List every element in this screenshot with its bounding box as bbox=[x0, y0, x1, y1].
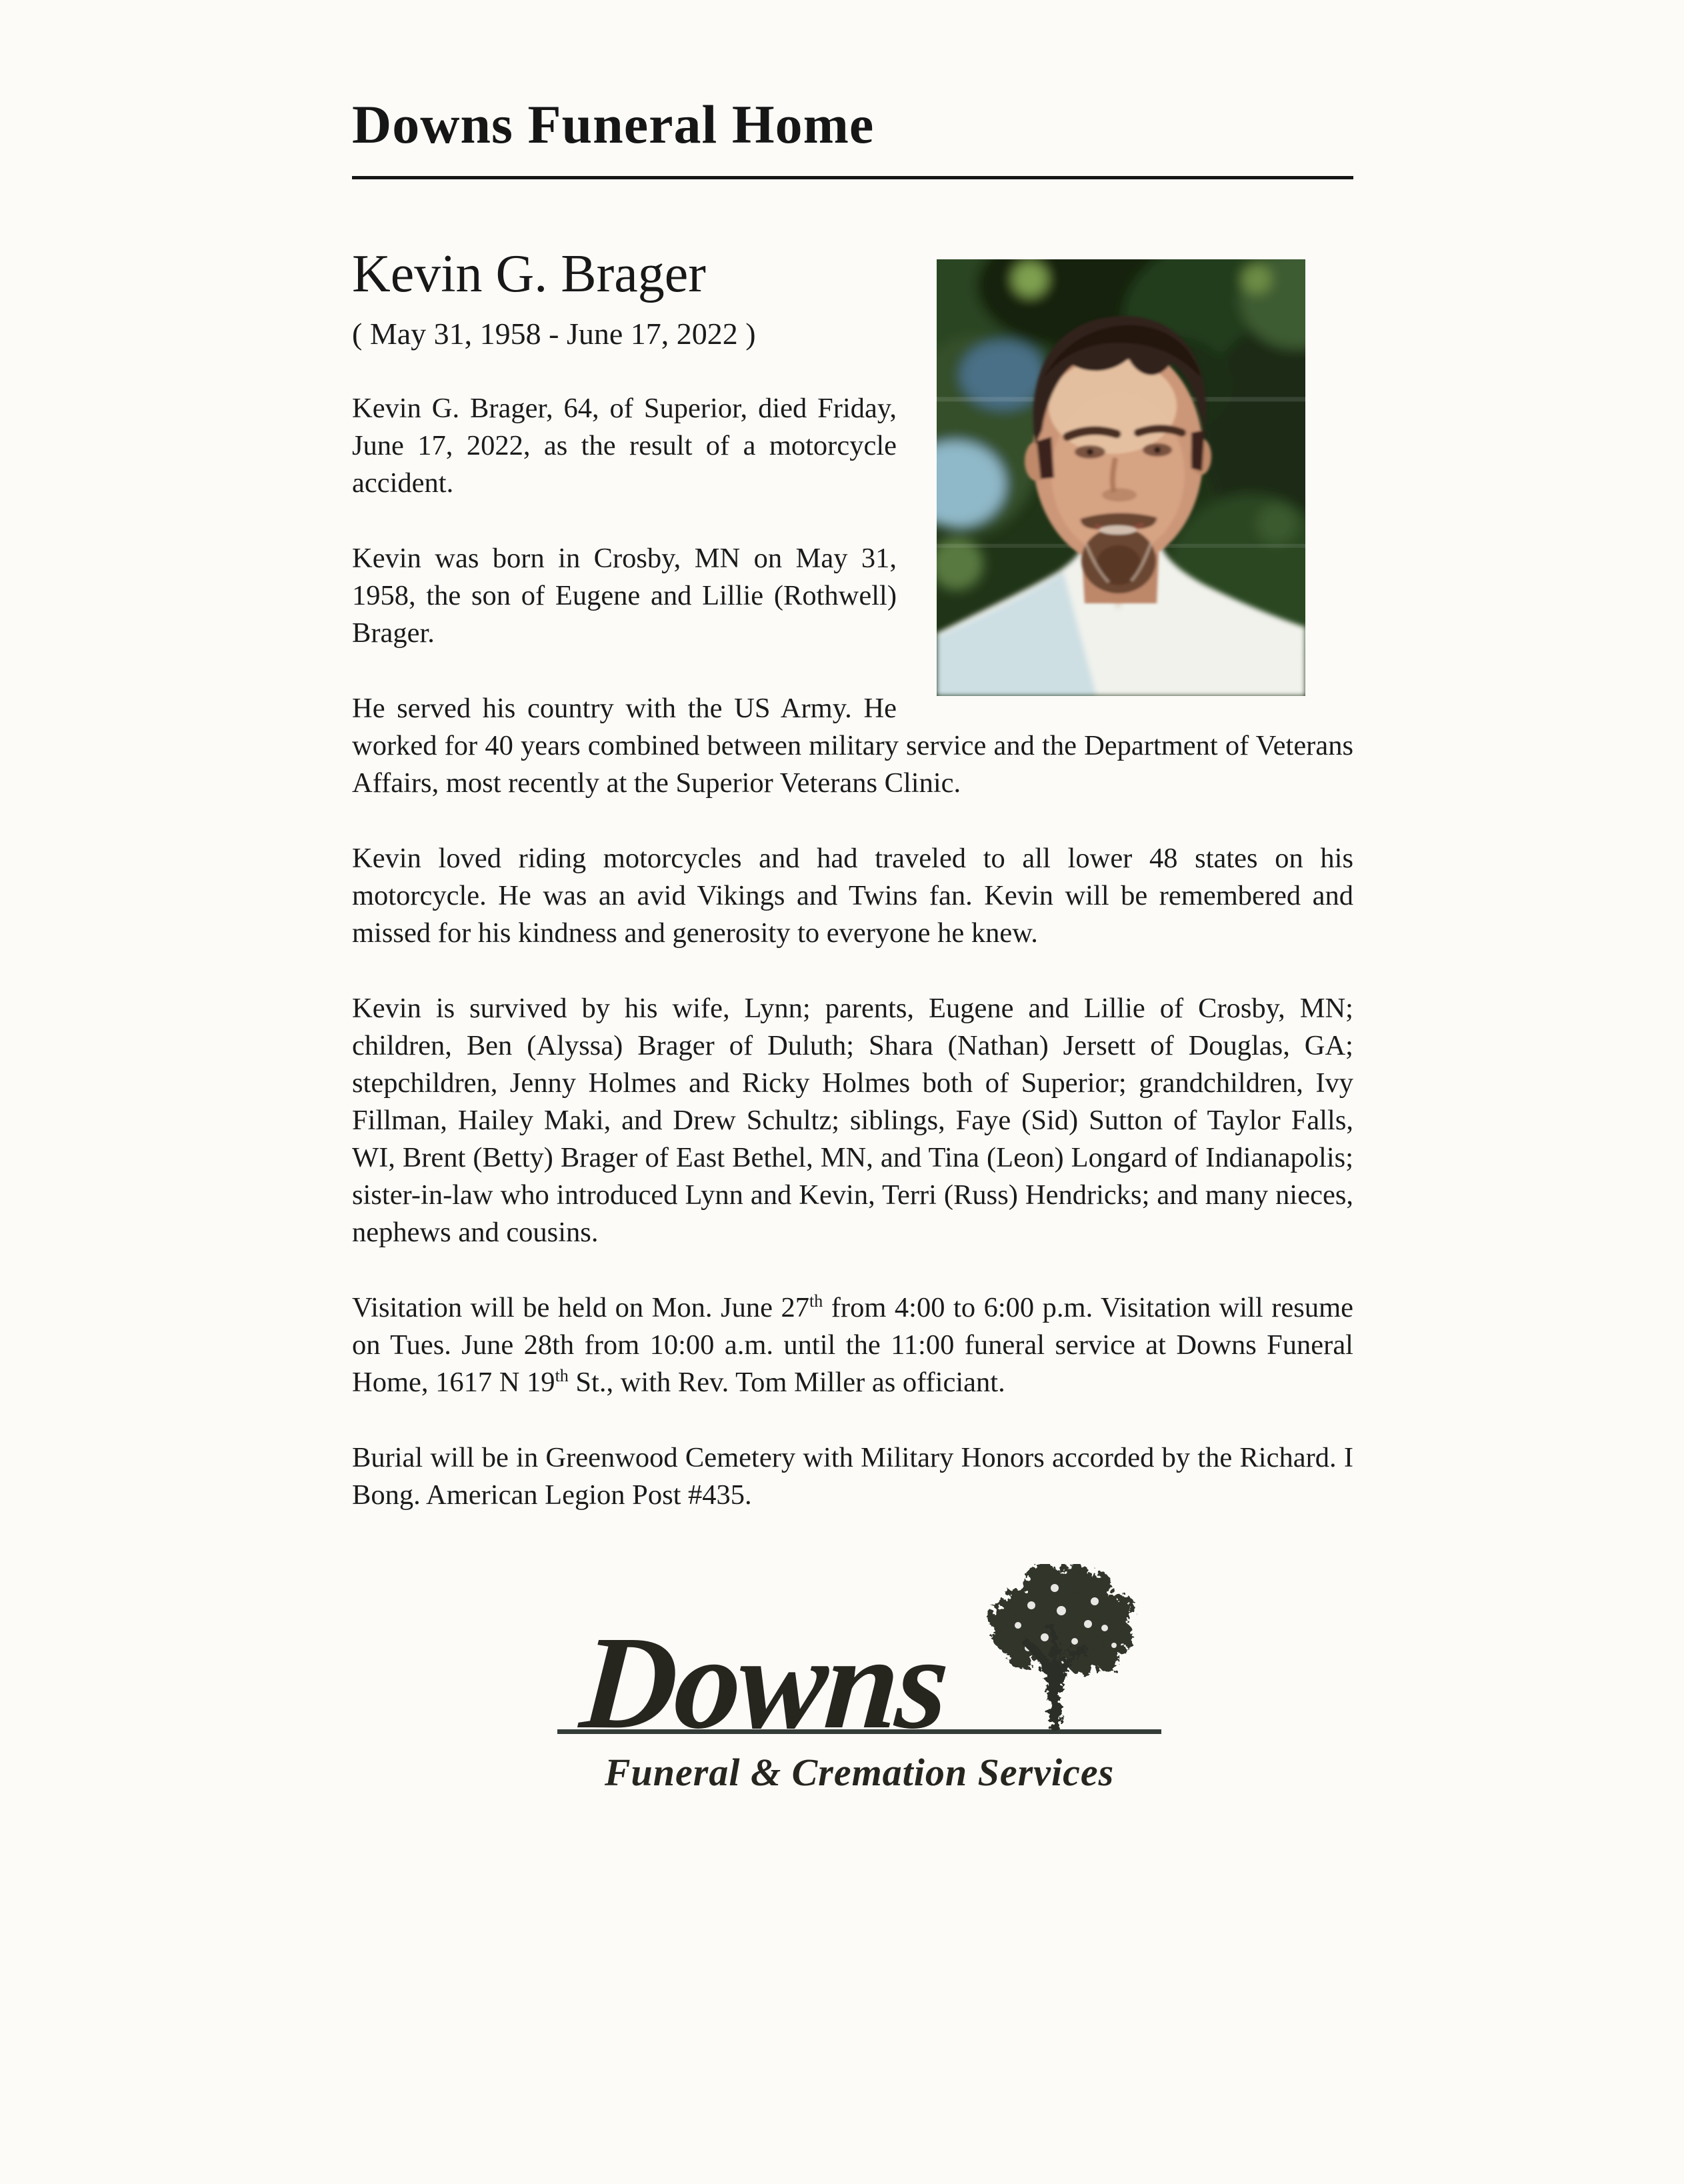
logo-tagline: Funeral & Cremation Services bbox=[604, 1750, 1115, 1794]
portrait-photo-illustration bbox=[937, 259, 1305, 696]
funeral-home-title: Downs Funeral Home bbox=[352, 94, 875, 155]
logo-wordmark: Downs bbox=[576, 1609, 951, 1757]
obituary-paragraph: Kevin G. Brager, 64, of Superior, died Friday, June 17, 2022, as the result of a motorcycle accident. bbox=[352, 392, 897, 499]
funeral-home-logo bbox=[557, 1559, 1161, 1795]
ordinal-superscript: th bbox=[809, 1291, 823, 1311]
life-dates: ( May 31, 1958 - June 17, 2022 ) bbox=[352, 317, 756, 351]
header-rule bbox=[352, 176, 1353, 179]
burial-paragraph: Burial will be in Greenwood Cemetery with Military Honors accorded by the Richard. I Bong. American Legion Post #435. bbox=[352, 1441, 1353, 1511]
logo-wordmark-row bbox=[557, 1559, 1161, 1757]
obituary-paragraph: Kevin was born in Crosby, MN on May 31, 1958, the son of Eugene and Lillie (Rothwell) Brager. bbox=[352, 542, 897, 649]
obituary-paragraph: Kevin loved riding motorcycles and had traveled to all lower 48 states on his motorcycle. He was an avid Vikings and Twins fan. Kevin will be remembered and missed for his kindness and generosity to everyone he knew. bbox=[352, 842, 1353, 949]
obituary-content bbox=[352, 0, 1353, 1795]
obituary-paragraph: He served his country with the US Army. He worked for 40 years combined between military service and the Department of Veterans Affairs, most recently at the Superior Veterans Clinic. bbox=[352, 692, 1353, 799]
visitation-paragraph: Visitation will be held on Mon. June 27th from 4:00 to 6:00 p.m. Visitation will resume on Tues. June 28th from 10:00 a.m. until the 11:00 funeral service at Downs Funeral Home, 1617 N 19th St., with Rev. Tom Miller as officiant. bbox=[352, 1291, 1353, 1398]
ordinal-superscript: th bbox=[555, 1365, 569, 1385]
portrait-photo bbox=[937, 259, 1305, 696]
deceased-name: Kevin G. Brager bbox=[352, 245, 706, 303]
tree-icon bbox=[981, 1564, 1137, 1731]
obituary-paragraph: Kevin is survived by his wife, Lynn; parents, Eugene and Lillie of Crosby, MN; children, Ben (Alyssa) Brager of Duluth; Shara (Nathan) Jersett of Douglas, GA; stepchildren, Jenny Holmes and Ricky Holmes both of Superior; grandchildren, Ivy Fillman, Hailey Maki, and Drew Schultz; siblings, Faye (Sid) Sutton of Taylor Falls, WI, Brent (Betty) Brager of East Bethel, MN, and Tina (Leon) Longard of Indianapolis; sister-in-law who introduced Lynn and Kevin, Terri (Russ) Hendricks; and many nieces, nephews and cousins. bbox=[352, 992, 1353, 1248]
